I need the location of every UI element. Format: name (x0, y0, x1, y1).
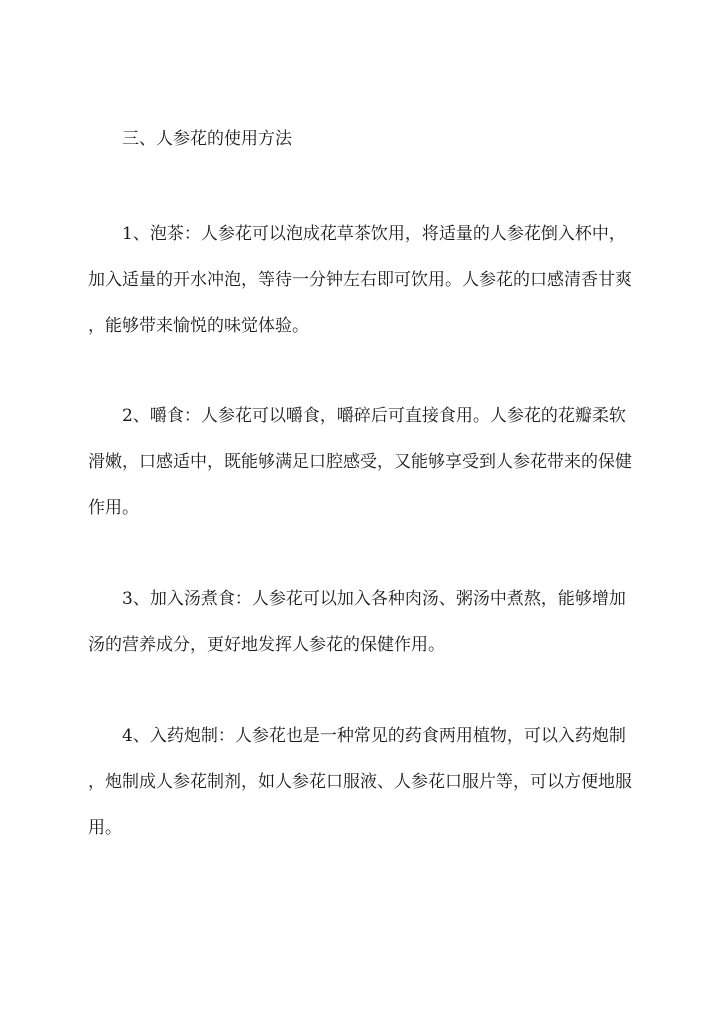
paragraph-line: 用。 (88, 818, 122, 838)
paragraph-line: 汤的营养成分，更好地发挥人参花的保健作用。 (88, 635, 445, 655)
paragraph-line: 2、嚼食：人参花可以嚼食，嚼碎后可直接食用。人参花的花瓣柔软 (122, 406, 626, 426)
paragraph-line: 加入适量的开水冲泡，等待一分钟左右即可饮用。人参花的口感清香甘爽 (88, 270, 632, 290)
paragraph-medicine (88, 713, 638, 851)
paragraph-line: 1、泡茶：人参花可以泡成花草茶饮用，将适量的人参花倒入杯中， (122, 224, 626, 244)
paragraph-line: 滑嫩，口感适中，既能够满足口腔感受，又能够享受到人参花带来的保健 (88, 452, 632, 472)
paragraph-line: ，炮制成人参花制剂，如人参花口服液、人参花口服片等，可以方便地服 (88, 772, 632, 792)
paragraph-tea (88, 211, 638, 349)
paragraph-soup (88, 576, 638, 668)
paragraph-line: 3、加入汤煮食：人参花可以加入各种肉汤、粥汤中煮熬，能够增加 (122, 589, 626, 609)
section-heading: 三、人参花的使用方法 (122, 129, 292, 149)
paragraph-chew (88, 393, 638, 531)
paragraph-line: 4、入药炮制：人参花也是一种常见的药食两用植物，可以入药炮制 (122, 726, 626, 746)
paragraph-line: 作用。 (88, 498, 139, 518)
paragraph-line: ，能够带来愉悦的味觉体验。 (88, 316, 309, 336)
